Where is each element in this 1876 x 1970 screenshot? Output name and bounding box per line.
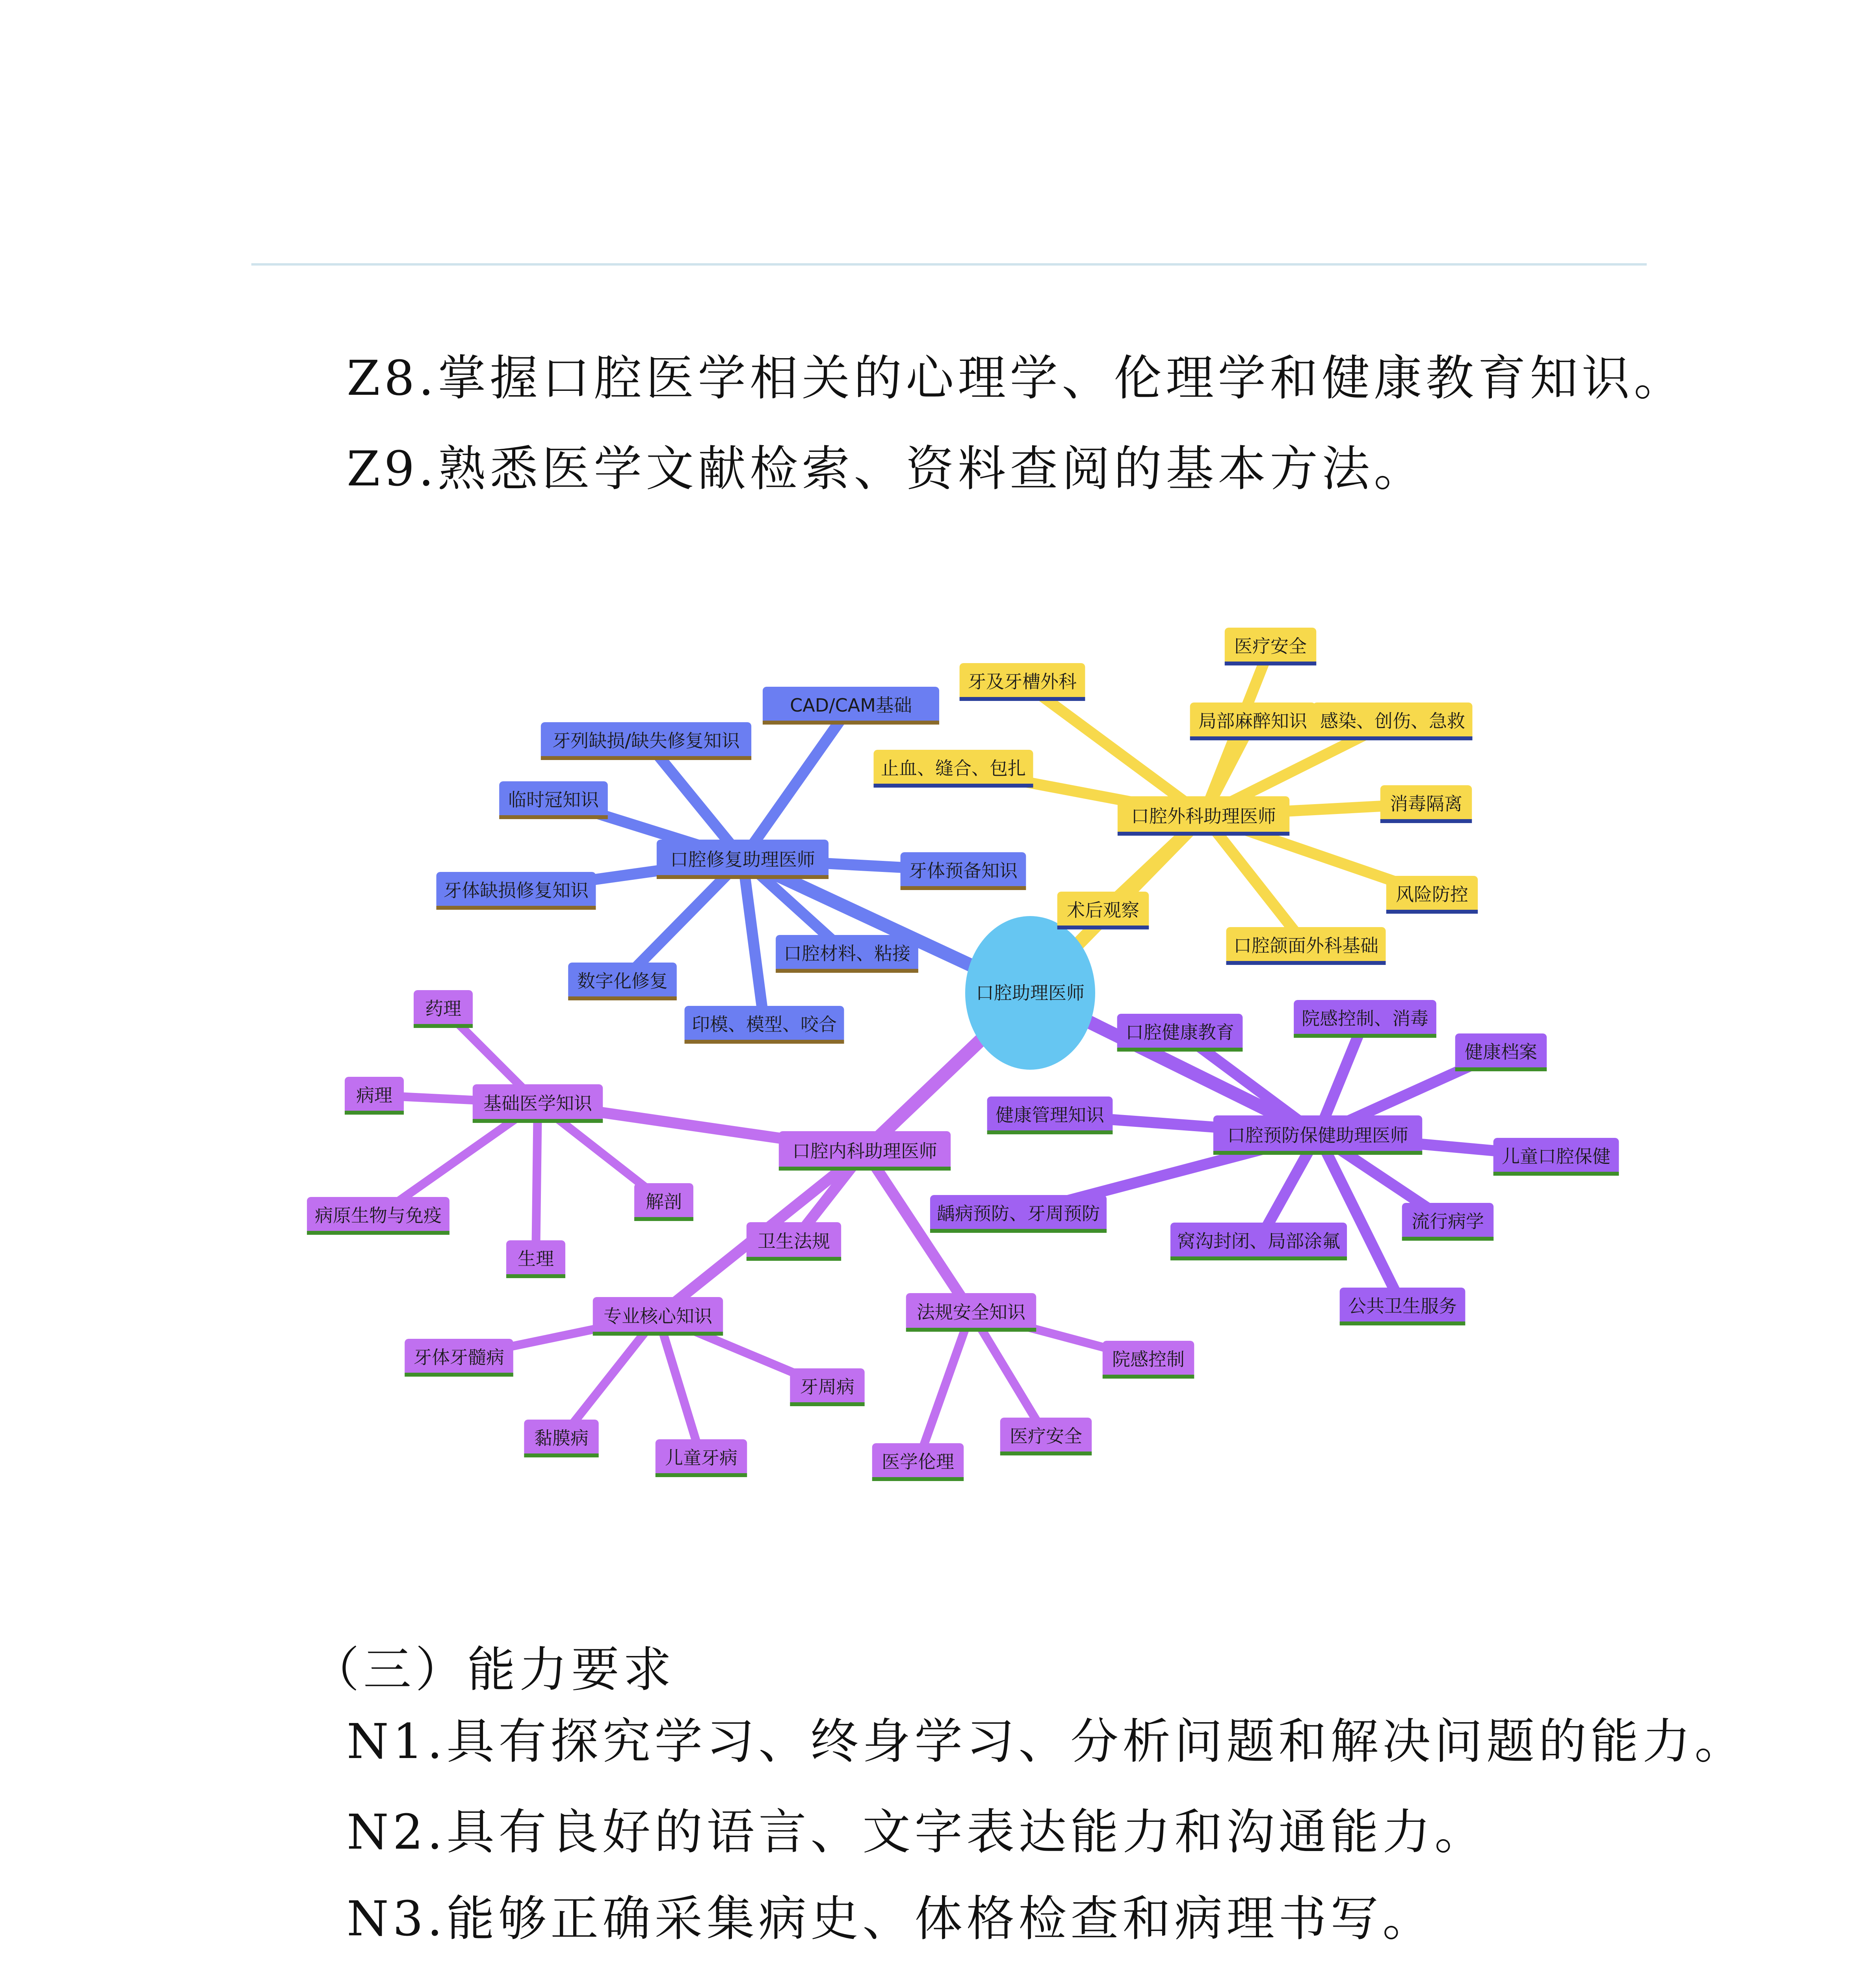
- mind-map-leaf-node: [1170, 1223, 1347, 1260]
- mind-map-leaf-node: [987, 1097, 1113, 1134]
- mind-map-leaf-node-label: 龋病预防、牙周预防: [937, 1202, 1100, 1224]
- mind-map-leaf-node-label: 健康档案: [1465, 1041, 1537, 1063]
- mind-map-subtopic-node-underline: [747, 1257, 841, 1261]
- mind-map-leaf-node-underline: [1225, 662, 1316, 665]
- paragraph-n3: N3.能够正确采集病史、体格检查和病理书写。: [347, 1891, 1435, 1947]
- mind-map-leaf-node: [1117, 1014, 1243, 1052]
- mind-map-leaf-node-label: 公共卫生服务: [1348, 1295, 1457, 1317]
- mind-map-leaf-node: [345, 1077, 404, 1115]
- edge-branch-leaf: [743, 859, 764, 1024]
- mind-map-leaf-node: [524, 1420, 598, 1457]
- mind-map-leaf-node: [776, 935, 918, 973]
- mind-map-subtopic-node-underline: [473, 1119, 603, 1123]
- mind-map-leaf-node-label: 生理: [518, 1248, 554, 1269]
- mind-map-leaf-node: [499, 781, 608, 819]
- mind-map-leaf-node: [656, 1439, 747, 1477]
- mind-map-leaf-node-underline: [634, 1217, 693, 1221]
- mind-map-leaf-node: [1190, 703, 1316, 740]
- mind-map-leaf-node-underline: [307, 1231, 449, 1235]
- mind-map-subtopic-node-underline: [906, 1328, 1036, 1332]
- mind-map-leaf-node-label: 牙周病: [800, 1376, 854, 1398]
- section-heading: （三）能力要求: [311, 1642, 675, 1698]
- mind-map-leaf-node: [634, 1183, 693, 1221]
- mind-map-subtopic-node: [747, 1222, 841, 1261]
- mind-map-center-label: 口腔助理医师: [976, 982, 1085, 1004]
- mind-map-leaf-node: [960, 663, 1085, 701]
- mind-map-leaf-node-label: 黏膜病: [534, 1427, 589, 1449]
- mind-map-leaf-node: [872, 1443, 964, 1481]
- mind-map-leaf-node: [685, 1006, 844, 1044]
- mind-map-leaf-node-label: 健康管理知识: [996, 1104, 1104, 1126]
- mind-map-branch-node-underline: [1118, 832, 1289, 836]
- mind-map-branch-node: [779, 1131, 951, 1171]
- mind-map-leaf-node-underline: [414, 1024, 473, 1028]
- mind-map-leaf-node-underline: [1493, 1172, 1619, 1176]
- mind-map-leaf-node-label: 院感控制、消毒: [1302, 1007, 1428, 1029]
- mind-map-leaf-node-underline: [987, 1130, 1113, 1134]
- mind-map-leaf-node-underline: [1057, 926, 1149, 929]
- mind-map-center-node: [965, 916, 1095, 1070]
- mind-map-leaf-node-underline: [1170, 1256, 1347, 1260]
- mind-map-branch-node-label: 口腔预防保健助理医师: [1227, 1124, 1408, 1146]
- mind-map-leaf-node: [414, 990, 473, 1028]
- mind-map-leaf-node-underline: [901, 886, 1026, 890]
- mind-map-subtopic-node-underline: [593, 1332, 723, 1336]
- mind-map-leaf-node-underline: [1000, 1451, 1092, 1455]
- mind-map-leaf-node-underline: [405, 1373, 513, 1377]
- mind-map-leaf-node-label: 牙体牙髓病: [414, 1346, 504, 1368]
- mind-map-leaf-node-label: CAD/CAM基础: [790, 694, 912, 716]
- mind-map-branch-node-label: 口腔外科助理医师: [1131, 805, 1276, 827]
- mind-map-branch-node-label: 口腔修复助理医师: [670, 849, 815, 870]
- mind-map-leaf-node-label: 口腔健康教育: [1126, 1021, 1234, 1043]
- mind-map-leaf-node: [1386, 876, 1478, 914]
- mind-map-leaf-node-underline: [524, 1453, 598, 1457]
- mind-map-branch-node-label: 口腔内科助理医师: [792, 1140, 937, 1162]
- mind-map-leaf-node: [1402, 1203, 1493, 1241]
- mind-map-leaf-node-label: 消毒隔离: [1390, 793, 1462, 814]
- mind-map-leaf-node: [506, 1240, 565, 1278]
- mind-map-leaf-node: [1000, 1418, 1092, 1455]
- mind-map-leaf-node-underline: [763, 721, 939, 725]
- mind-map-leaf-node-label: 口腔材料、粘接: [784, 942, 910, 964]
- mind-map-leaf-node: [436, 872, 596, 910]
- mind-map-leaf-node-label: 牙及牙槽外科: [968, 671, 1077, 692]
- mind-map-leaf-node: [790, 1368, 864, 1406]
- mind-map-leaf-node: [568, 963, 677, 1000]
- mind-map-leaf-node-label: 流行病学: [1412, 1210, 1484, 1232]
- mind-map-branch-node-underline: [657, 875, 828, 879]
- mind-map-leaf-node-label: 口腔颌面外科基础: [1233, 935, 1378, 956]
- mind-map-leaf-node-underline: [1313, 736, 1473, 740]
- paragraph-n1: N1.具有探究学习、终身学习、分析问题和解决问题的能力。: [347, 1714, 1747, 1769]
- paragraph-z9: Z9.熟悉医学文献检索、资料查阅的基本方法。: [347, 441, 1426, 497]
- mind-map-leaf-node-label: 牙列缺损/缺失修复知识: [552, 730, 740, 751]
- edge-branch-leaf: [743, 705, 851, 859]
- mind-map-leaf-node-label: 印模、模型、咬合: [692, 1013, 837, 1035]
- mind-map-leaf-node-label: 医疗安全: [1010, 1425, 1082, 1447]
- mind-map-leaf-node-underline: [436, 906, 596, 910]
- mind-map-leaf-node: [901, 852, 1026, 890]
- mind-map-leaf-node-underline: [656, 1473, 747, 1477]
- mind-map-leaf-node-underline: [1190, 736, 1316, 740]
- mind-map-leaf-node-underline: [1117, 1048, 1243, 1052]
- header-rule: [251, 263, 1647, 266]
- mind-map-leaf-node: [405, 1339, 513, 1377]
- mind-map-subtopic-node-label: 专业核心知识: [604, 1305, 712, 1327]
- mind-map-diagram: [303, 587, 1651, 1525]
- mind-map-leaf-node: [874, 750, 1033, 788]
- mind-map-leaf-node: [1493, 1138, 1619, 1176]
- mind-map-leaf-node-label: 牙体缺损修复知识: [444, 879, 589, 901]
- mind-map-leaf-node: [307, 1197, 449, 1235]
- mind-map-leaf-node-label: 病理: [356, 1084, 392, 1106]
- mind-map-leaf-node-label: 风险防控: [1396, 883, 1468, 905]
- mind-map-leaf-node-underline: [960, 697, 1085, 701]
- mind-map-branch-node: [1118, 796, 1289, 836]
- mind-map-leaf-node-underline: [1103, 1375, 1194, 1379]
- edge-subtopic-leaf: [658, 1316, 701, 1458]
- mind-map-leaf-node: [1455, 1033, 1547, 1071]
- mind-map-leaf-node-underline: [1226, 961, 1386, 965]
- mind-map-subtopic-node-label: 基础医学知识: [483, 1093, 592, 1114]
- mind-map-branch-node-underline: [1213, 1151, 1422, 1155]
- mind-map-leaf-node-underline: [1340, 1321, 1466, 1325]
- mind-map-leaf-node-underline: [506, 1274, 565, 1278]
- mind-map-leaf-node-label: 解剖: [646, 1191, 682, 1212]
- mind-map-branch-node-underline: [779, 1167, 951, 1171]
- mind-map-leaf-node-label: 牙体预备知识: [909, 860, 1018, 881]
- mind-map-leaf-node-label: 药理: [425, 998, 461, 1019]
- mind-map-leaf-node-label: 止血、缝合、包扎: [881, 757, 1026, 779]
- mind-map-leaf-node-underline: [1294, 1034, 1436, 1038]
- mind-map-leaf-node: [1103, 1341, 1194, 1379]
- mind-map-leaf-node-label: 临时冠知识: [508, 789, 599, 810]
- mind-map-leaf-node-underline: [685, 1040, 844, 1044]
- mind-map-leaf-node: [1225, 628, 1316, 665]
- mind-map-leaf-node-label: 窝沟封闭、局部涂氟: [1177, 1230, 1340, 1252]
- mind-map-leaf-node-underline: [790, 1402, 864, 1406]
- paragraph-n2: N2.具有良好的语言、文字表达能力和沟通能力。: [347, 1804, 1487, 1860]
- mind-map-branch-node: [1213, 1115, 1422, 1155]
- mind-map-leaf-node: [930, 1195, 1107, 1233]
- mind-map-leaf-node: [541, 722, 751, 760]
- mind-map-subtopic-node-label: 卫生法规: [758, 1230, 830, 1252]
- edge-subtopic-leaf: [918, 1312, 971, 1462]
- mind-map-leaf-node-underline: [499, 815, 608, 819]
- mind-map-leaf-node-underline: [930, 1229, 1107, 1233]
- mind-map-leaf-node-underline: [345, 1111, 404, 1115]
- mind-map-leaf-node-underline: [874, 784, 1033, 788]
- mind-map-leaf-node-label: 病原生物与免疫: [315, 1204, 442, 1226]
- mind-map-leaf-node: [1057, 892, 1149, 929]
- mind-map-leaf-node-label: 数字化修复: [577, 970, 668, 992]
- mind-map-leaf-node-underline: [541, 756, 751, 760]
- edge-subtopic-leaf: [536, 1103, 538, 1259]
- mind-map-leaf-node-underline: [1380, 819, 1472, 823]
- mind-map-subtopic-node-label: 法规安全知识: [917, 1301, 1025, 1323]
- mind-map-leaf-node-underline: [1402, 1237, 1493, 1241]
- mind-map-leaf-node-underline: [776, 969, 918, 973]
- mind-map-leaf-node-label: 医疗安全: [1234, 635, 1307, 657]
- mind-map-subtopic-node: [906, 1293, 1036, 1332]
- mind-map-leaf-node-label: 医学伦理: [882, 1451, 954, 1472]
- mind-map-leaf-node-label: 院感控制: [1112, 1348, 1185, 1370]
- mind-map-leaf-node: [1380, 785, 1472, 823]
- mind-map-leaf-node: [1340, 1288, 1466, 1325]
- mind-map-leaf-node-label: 儿童口腔保健: [1502, 1145, 1610, 1167]
- mind-map-leaf-node-underline: [872, 1477, 964, 1481]
- mind-map-leaf-node: [763, 687, 939, 725]
- paragraph-z8: Z8.掌握口腔医学相关的心理学、伦理学和健康教育知识。: [347, 350, 1686, 406]
- mind-map-subtopic-node: [593, 1297, 723, 1336]
- mind-map-branch-node: [657, 840, 828, 879]
- mind-map-leaf-node-underline: [1455, 1067, 1547, 1071]
- mind-map-leaf-node: [1294, 1000, 1436, 1038]
- mind-map-subtopic-node: [473, 1084, 603, 1123]
- mind-map-leaf-node-label: 术后观察: [1067, 899, 1139, 921]
- mind-map-leaf-node-underline: [1386, 910, 1478, 914]
- mind-map-leaf-node-label: 局部麻醉知识: [1198, 710, 1307, 732]
- mind-map-leaf-node-underline: [568, 996, 677, 1000]
- mind-map-leaf-node: [1226, 927, 1386, 965]
- mind-map-leaf-node: [1313, 703, 1473, 740]
- mind-map-leaf-node-label: 感染、创伤、急救: [1320, 710, 1465, 732]
- mind-map-leaf-node-label: 儿童牙病: [665, 1447, 737, 1468]
